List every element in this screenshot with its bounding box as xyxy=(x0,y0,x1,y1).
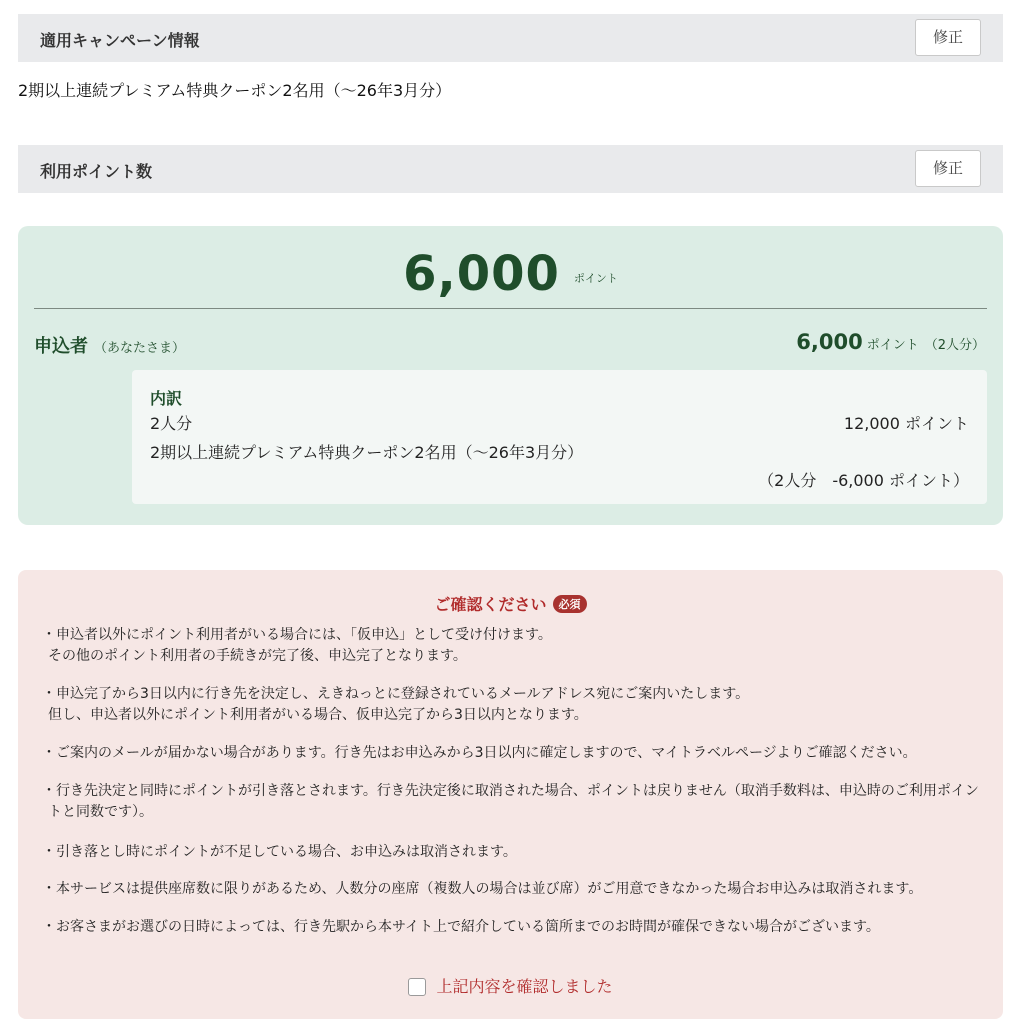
note-item xyxy=(42,842,989,863)
campaign-section-header xyxy=(18,14,1003,62)
note-line: ・申込者以外にポイント利用者がいる場合には、「仮申込」として受け付けます。 xyxy=(42,627,552,643)
note-item xyxy=(42,781,989,823)
breakdown-coupon: 2期以上連続プレミアム特典クーポン2名用（～26年3月分） xyxy=(150,443,584,462)
applicant-points xyxy=(796,330,985,354)
applicant-label-text: 申込者 xyxy=(34,336,88,357)
confirm-checkbox[interactable] xyxy=(408,978,426,996)
applicant-person-count: （2人分） xyxy=(924,338,985,353)
note-line: ・引き落とし時にポイントが不足している場合、お申込みは取消されます。 xyxy=(42,844,517,860)
note-item xyxy=(42,879,989,900)
breakdown-title: 内訳 xyxy=(150,389,183,408)
breakdown-panel xyxy=(132,370,987,504)
breakdown-persons: 2人分 xyxy=(150,414,193,433)
total-points xyxy=(18,246,1003,302)
note-line: ・お客さまがお選びの日時によっては、行き先駅から本サイト上で紹介している箇所までのお時間が確保できない場合がございます。 xyxy=(42,919,880,935)
applicant-points-number: 6,000 xyxy=(796,330,863,354)
confirm-heading xyxy=(18,592,1003,615)
total-points-unit: ポイント xyxy=(573,272,618,285)
note-line: ・ご案内のメールが届かない場合があります。行き先はお申込みから3日以内に確定しますので、マイトラベルページよりご確認ください。 xyxy=(42,745,917,761)
applicant-points-unit: ポイント xyxy=(866,338,919,353)
confirm-heading-text: ご確認ください xyxy=(434,595,547,614)
note-line: ・本サービスは提供座席数に限りがあるため、人数分の座席（複数人の場合は並び席）がご用意できなかった場合お申込みは取消されます。 xyxy=(42,881,923,897)
note-item xyxy=(42,743,989,764)
note-line: その他のポイント利用者の手続きが完了後、申込完了となります。 xyxy=(48,648,467,664)
note-line: 但し、申込者以外にポイント利用者がいる場合、仮申込完了から3日以内となります。 xyxy=(48,707,588,723)
note-item xyxy=(42,917,989,938)
campaign-section-title: 適用キャンペーン情報 xyxy=(40,31,200,50)
breakdown-persons-points: 12,000 ポイント xyxy=(843,414,969,433)
points-summary-box xyxy=(18,226,1003,525)
divider xyxy=(34,308,987,309)
note-item xyxy=(42,625,989,667)
points-edit-button[interactable]: 修正 xyxy=(915,150,981,187)
applicant-label xyxy=(34,332,185,358)
note-line: トと同数です）。 xyxy=(48,804,153,820)
applicant-row xyxy=(34,330,985,358)
confirm-check-row xyxy=(18,974,1003,997)
campaign-name: 2期以上連続プレミアム特典クーポン2名用（～26年3月分） xyxy=(18,81,452,100)
confirm-checkbox-label[interactable]: 上記内容を確認しました xyxy=(436,977,613,996)
points-section-title: 利用ポイント数 xyxy=(40,162,153,181)
total-points-number: 6,000 xyxy=(403,246,560,302)
note-item xyxy=(42,684,989,726)
breakdown-discount: （2人分 -6,000 ポイント） xyxy=(758,471,969,490)
campaign-edit-button[interactable]: 修正 xyxy=(915,19,981,56)
required-badge: 必須 xyxy=(553,595,587,613)
confirm-box xyxy=(18,570,1003,1019)
note-line: ・申込完了から3日以内に行き先を決定し、えきねっとに登録されているメールアドレス宛にご案内いたします。 xyxy=(42,686,750,702)
note-line: ・行き先決定と同時にポイントが引き落とされます。行き先決定後に取消された場合、ポイントは戻りません（取消手数料は、申込時のご利用ポイン xyxy=(42,783,979,799)
applicant-sub-label: （あなたさま） xyxy=(94,341,186,356)
points-section-header xyxy=(18,145,1003,193)
